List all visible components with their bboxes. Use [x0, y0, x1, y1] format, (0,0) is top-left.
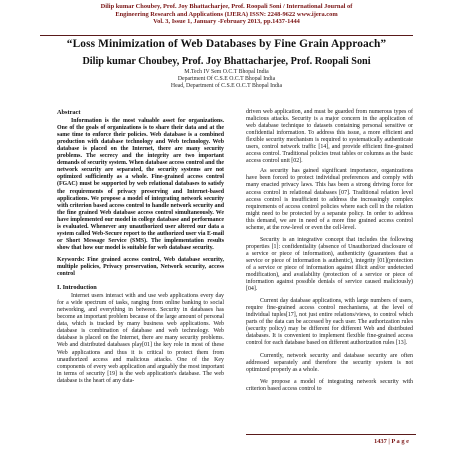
- journal-header: [0, 3, 453, 26]
- journal-header-line-2: Engineering Research and Applications (IJERA) ISSN: 2248-9622 www.ijera.com: [115, 10, 338, 18]
- body-paragraph-2: As security has gained significant importance, organizations have been forced to protect individual preferences and comply with many enacted privacy laws. This has been a strong driving force for access control in relational databases [07]. Traditional relation level access control is insufficient to address the increasingly complex requirements of access control policies where each cell in the relation might need to be protected by a separate policy. In order to address this demand, we are in need of a more fine grained access control scheme, at the row-level or even the cell-level.: [246, 168, 413, 231]
- right-column: [246, 109, 413, 398]
- affiliation-line-3: Head, Department of C.S.E O.C.T Bhopal India: [170, 83, 283, 90]
- body-paragraph-6: We propose a model of integrating network security with criterion based access control to: [246, 378, 413, 392]
- header-divider: [40, 35, 413, 36]
- affiliation-line-1: M.Tech IV Sem O.C.T Bhopal India: [184, 69, 269, 75]
- body-paragraph-4: Current day database applications, with large numbers of users, require fine-grained access control mechanisms, at the level of individual tuples[17], not just entire relations/views, to control which parts of the data can be accessed by each user. The authorization rules (security policy) may be different for different Web and distributed databases. It is convenient to implement flexible fine-grained access control for each database based on different authorization rules [13].: [246, 298, 413, 347]
- journal-header-line-3: Vol. 3, Issue 1, January -February 2013, pp.1437-1444: [153, 18, 300, 26]
- paper-title: “Loss Minimization of Web Databases by Fine Grain Approach”: [66, 38, 387, 50]
- footer-divider: [246, 434, 416, 435]
- abstract-heading: Abstract: [57, 109, 81, 116]
- body-paragraph-1: driven web application, and must be guarded from numerous types of malicious attacks. Security is a major concern in the application of web database technique to datasets containing personal sensitive or confidential information. To address this issue, a more efficient and flexible security mechanism is required to systematically authenticate users, control network traffic [14], and provide efficient fine-grained access control. Traditional policies treat tables or columns as the basic access control unit [02].: [246, 109, 413, 165]
- abstract-text: Information is the most valuable asset for organizations. One of the goals of organizations is to share their data and at the same time to enforce their policies. Web database is a combined production with database technology and Web technology. Web database is placed on the Internet, there are many security problems. The secrecy and the integrity are two important demands of security system. When database access control and the network security are separated, the security systems are not optimized sufficiently as a whole. Fine-grained access control (FGAC) must be supported by web relational databases to satisfy the requirements of privacy preserving and Internet-based applications. We propose a model of integrating network security with criterion based access control to handle network security and the fine grained Web database access control simultaneously. We have implemented our model in college database and performance is evaluated. Whenever any unauthorized user altered our data a system called Web-Secure report to the authorized user via E-mail or Short Message Service (SMS). The implementation results show that how our model is suitable for web database security.: [57, 118, 225, 251]
- keywords: Keywords: Fine grained access control, Web database security, multiple policies, Privacy preservation, Network security, access control: [57, 256, 224, 278]
- paper-authors: Dilip kumar Choubey, Prof. Joy Bhattacharjee, Prof. Roopali Soni: [82, 56, 371, 67]
- journal-header-line-1: Dilip kumar Choubey, Prof. Joy Bhattacharjee, Prof. Roopali Soni / International Journal of: [100, 3, 353, 10]
- author-affiliations: [0, 69, 453, 91]
- body-paragraph-3: Security is an integrative concept that includes the following properties [1]: confidentiality (absence of Unauthorized disclosure of a service or piece of information), authenticity (guarantees that a service or piece of information is authentic), integrity [01](protection of a service or piece of information against illicit and/or undetected modification), and availability (protection of a service or piece of information against possible denials of service caused maliciously) [04].: [246, 236, 413, 293]
- affiliation-line-2: Department Of C.S.E O.C.T Bhopal India: [177, 76, 276, 83]
- introduction-text: Internet users interact with and use web applications every day for a wide spectrum of tasks, ranging from online banking to social networking, and everything in between. Security in databases has become an important problem because of the large amount of personal data, which is tracked by many business web applications. Web database is combination of database and web technology. Web database is placed on the Internet, there are many security problems. Web and distributed databases play[01] the key role in most of these Web applications and thus it is critical to protect them from unauthorized access and malicious attacks. One of the Key components of every web application and arguably the most important in terms of security [19] is the web application's database. The web database is the heart of any data-: [57, 293, 224, 384]
- page-number: 1437 | P a g e: [374, 438, 409, 445]
- left-column: [57, 109, 224, 390]
- body-paragraph-5: Currently, network security and database security are often addressed separately and therefore the security system is not optimized properly as a whole.: [246, 352, 413, 373]
- introduction-heading: I. Introduction: [57, 284, 97, 292]
